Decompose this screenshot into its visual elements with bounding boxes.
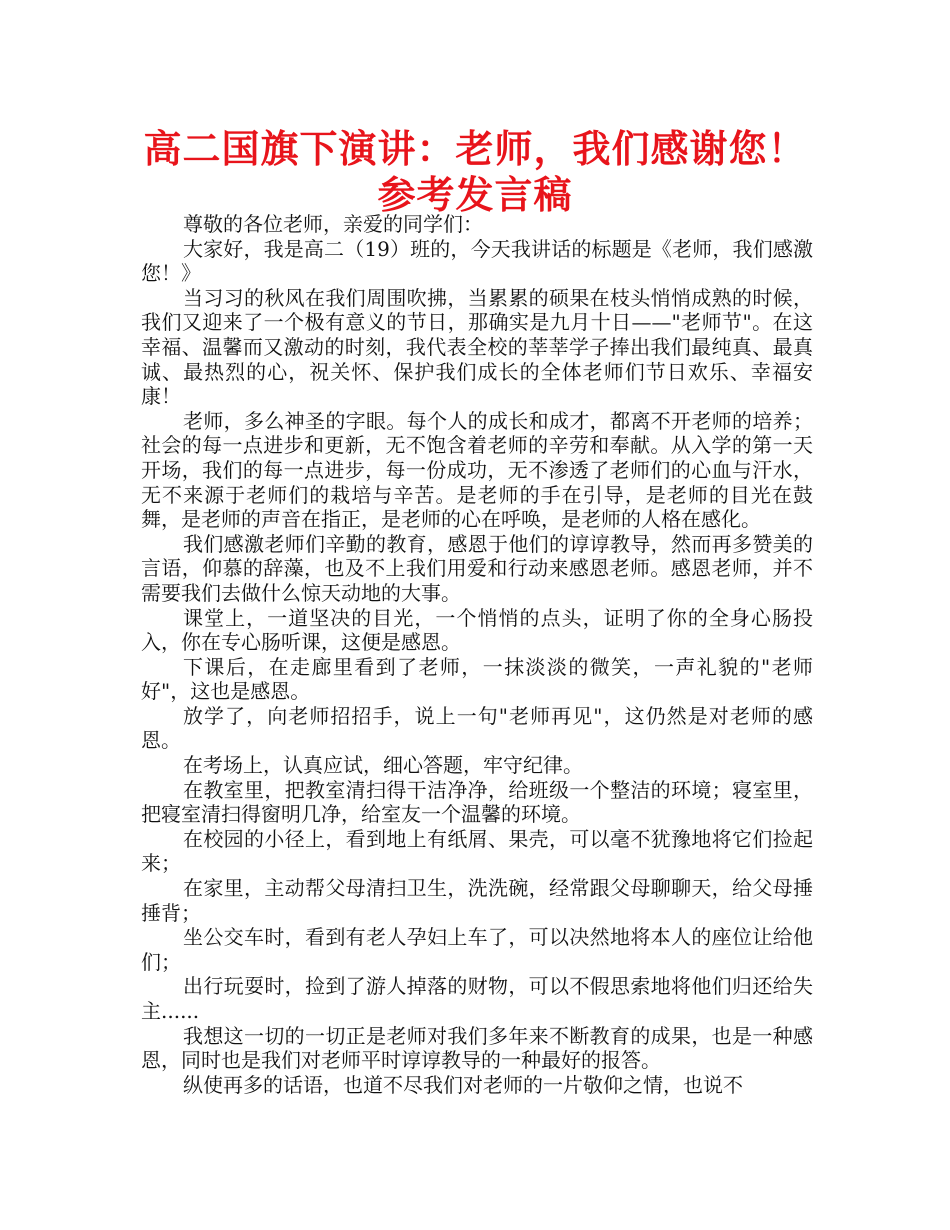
paragraph: 课堂上，一道坚决的目光，一个悄悄的点头，证明了你的全身心肠投入，你在专心肠听课，这便是感恩。 xyxy=(141,605,813,655)
paragraph: 下课后，在走廊里看到了老师，一抹淡淡的微笑，一声礼貌的"老师好"，这也是感恩。 xyxy=(141,654,813,704)
paragraph: 出行玩耍时，捡到了游人掉落的财物，可以不假思索地将他们归还给失主...... xyxy=(141,974,813,1023)
paragraph: 我们感激老师们辛勤的教育，感恩于他们的谆谆教导，然而再多赞美的言语，仰慕的辞藻，也及不上我们用爱和行动来感恩老师。感恩老师，并不需要我们去做什么惊天动地的大事。 xyxy=(141,531,813,605)
paragraph: 纵使再多的话语，也道不尽我们对老师的一片敬仰之情，也说不 xyxy=(183,1072,743,1097)
paragraph: 当习习的秋风在我们周围吹拂，当累累的硕果在枝头悄悄成熟的时候，我们又迎来了一个极有意义的节日，那确实是九月十日——"老师节"。在这幸福、温馨而又激动的时刻，我代表全校的莘莘学子捧出我们最纯真、最真诚、最热烈的心，祝关怀、保护我们成长的全体老师们节日欢乐、幸福安康！ xyxy=(141,285,813,409)
paragraph: 在教室里，把教室清扫得干洁净净，给班级一个整洁的环境；寝室里，把寝室清扫得窗明几净，给室友一个温馨的环境。 xyxy=(141,777,813,827)
paragraph: 大家好，我是高二（19）班的，今天我讲话的标题是《老师，我们感激您！》 xyxy=(141,236,813,286)
paragraph: 我想这一切的一切正是老师对我们多年来不断教育的成果，也是一种感恩，同时也是我们对老师平时谆谆教导的一种最好的报答。 xyxy=(141,1023,813,1073)
paragraph: 尊敬的各位老师，亲爱的同学们： xyxy=(183,212,483,236)
paragraph: 在家里，主动帮父母清扫卫生，洗洗碗，经常跟父母聊聊天，给父母捶捶背； xyxy=(141,876,813,925)
paragraph: 坐公交车时，看到有老人孕妇上车了，可以决然地将本人的座位让给他们； xyxy=(141,925,813,974)
paragraph: 老师，多么神圣的字眼。每个人的成长和成才，都离不开老师的培养；社会的每一点进步和更新，无不饱含着老师的辛劳和奉献。从入学的第一天开场，我们的每一点进步，每一份成功，无不渗透了老师们的心血与汗水，无不来源于老师们的栽培与辛苦。是老师的手在引导，是老师的目光在鼓舞，是老师的声音在指正，是老师的心在呼唤，是老师的人格在感化。 xyxy=(141,408,813,532)
paragraph: 放学了，向老师招招手，说上一句"老师再见"，这仍然是对老师的感恩。 xyxy=(141,703,813,753)
document-title: 高二国旗下演讲：老师，我们感谢您！参考发言稿 xyxy=(143,127,807,217)
paragraph: 在校园的小径上，看到地上有纸屑、果壳，可以毫不犹豫地将它们捡起来； xyxy=(141,826,813,876)
paragraph: 在考场上，认真应试，细心答题，牢守纪律。 xyxy=(183,753,583,778)
document-body xyxy=(141,212,813,1097)
